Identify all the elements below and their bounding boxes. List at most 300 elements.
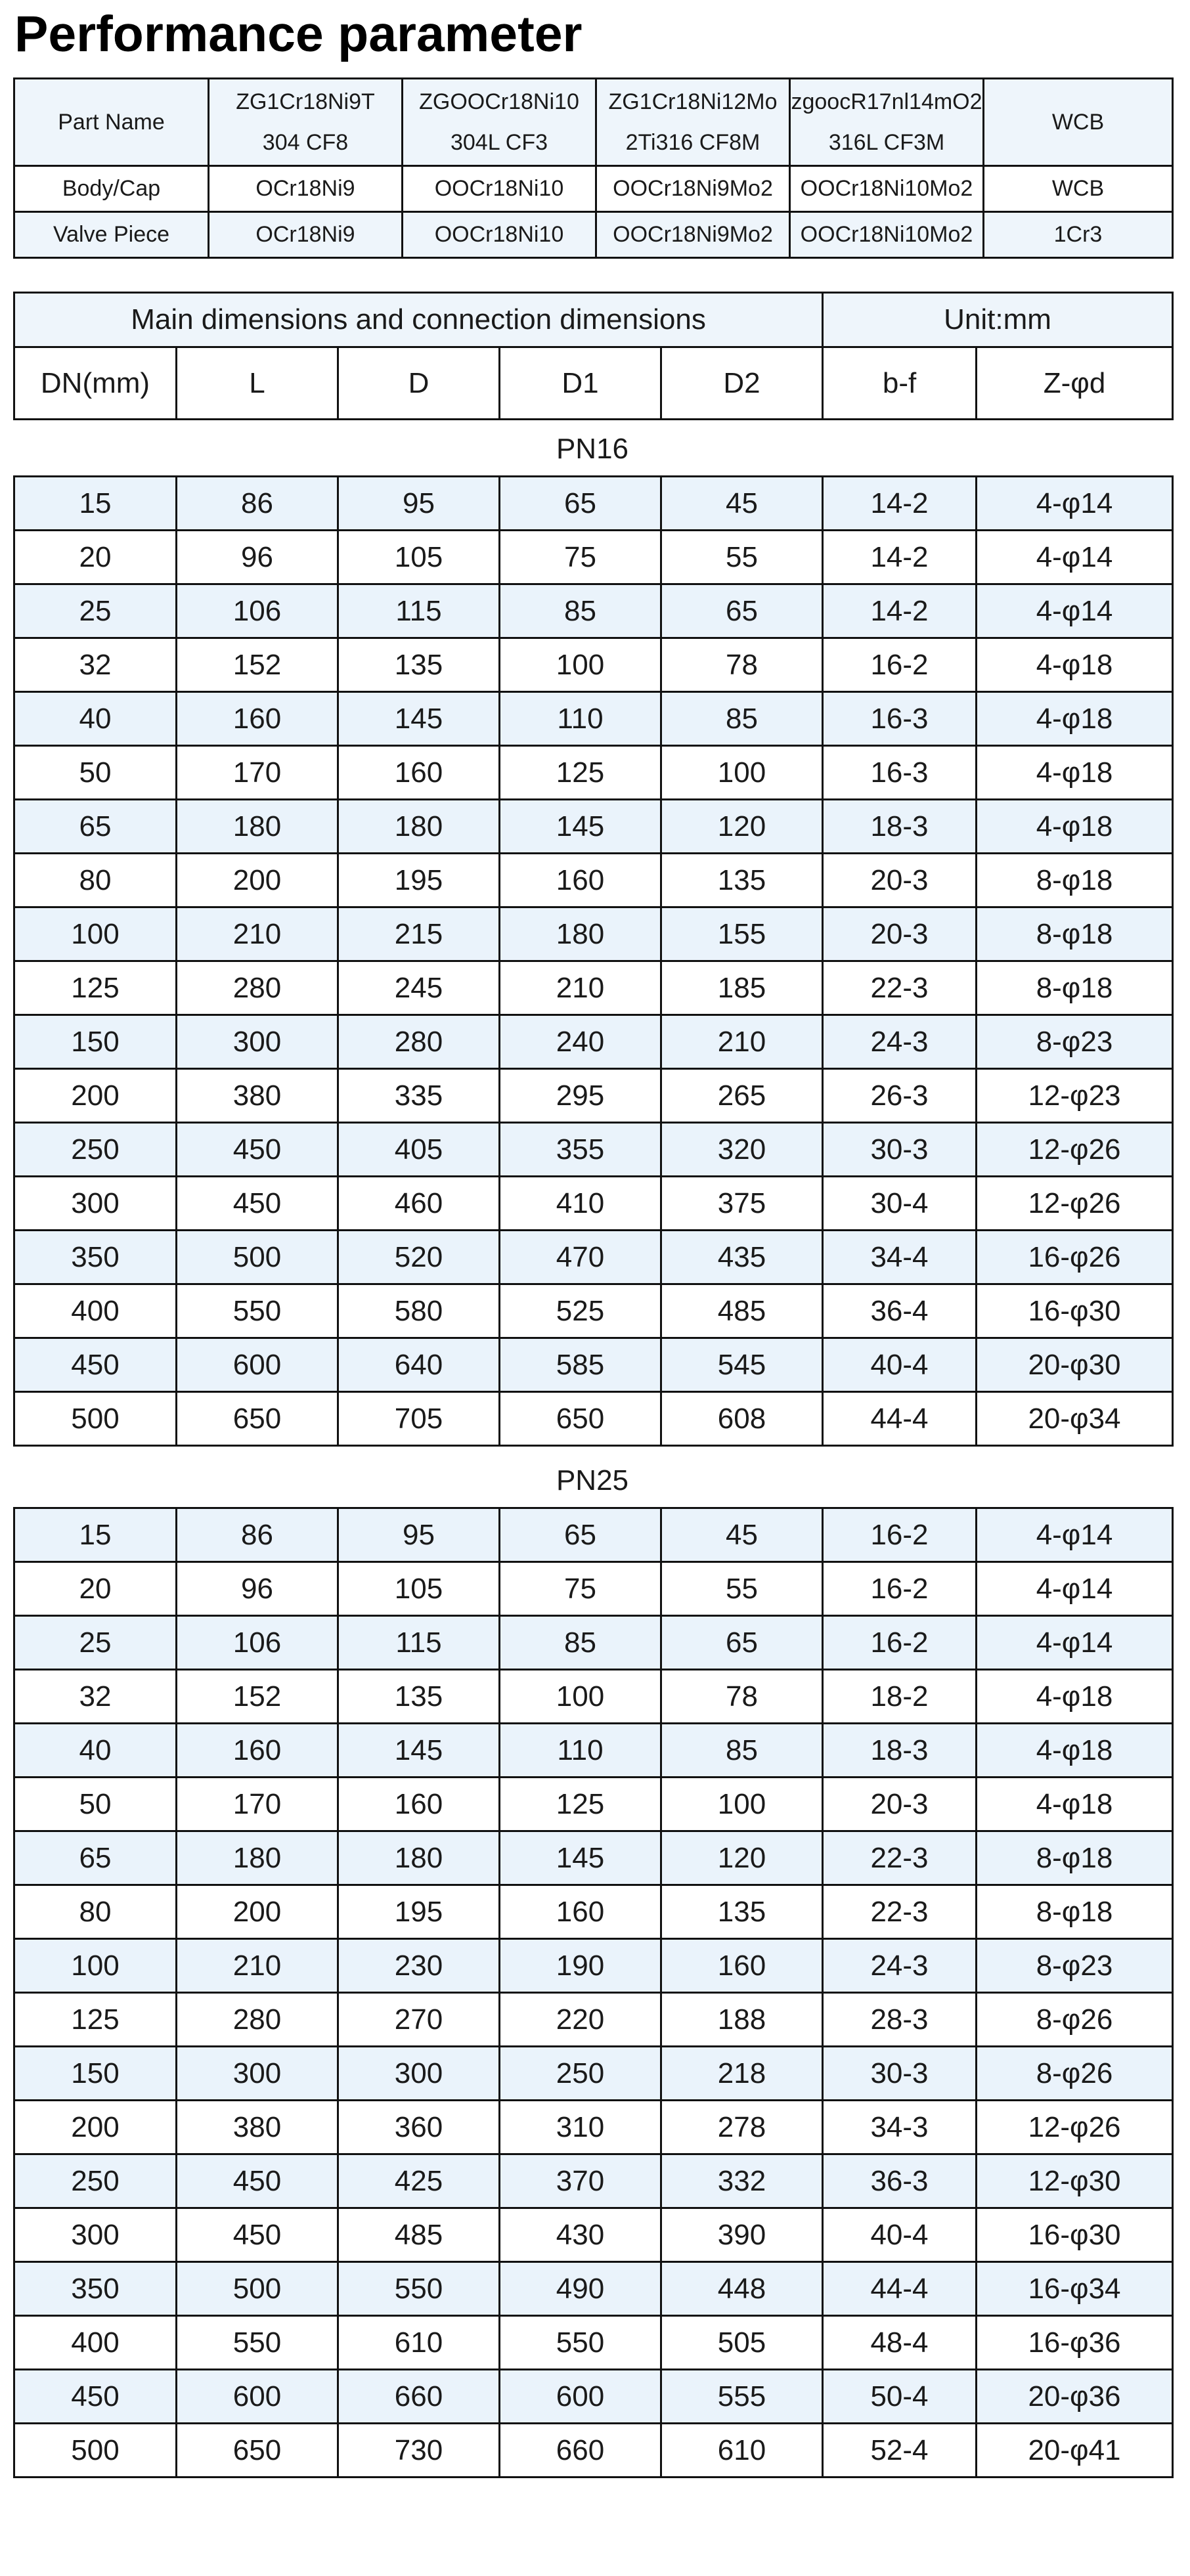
bf-cell: 30-3 <box>823 2047 977 2101</box>
d-cell: 180 <box>338 1831 500 1885</box>
table-row <box>14 907 1173 961</box>
l-cell: 170 <box>177 746 338 800</box>
bf-cell: 16-2 <box>823 1562 977 1616</box>
l-cell: 550 <box>177 1284 338 1338</box>
dn-cell: 65 <box>14 800 177 854</box>
table-row <box>14 1993 1173 2047</box>
d-cell: 95 <box>338 1508 500 1562</box>
dn-cell: 350 <box>14 2262 177 2316</box>
table-row <box>14 800 1173 854</box>
l-cell: 200 <box>177 854 338 907</box>
d-cell: 180 <box>338 800 500 854</box>
d2-cell: 505 <box>661 2316 823 2370</box>
grade-line2: 2Ti316 CF8M <box>625 130 760 155</box>
d2-cell: 45 <box>661 477 823 531</box>
table-row <box>14 2208 1173 2262</box>
z-phi-d-cell: 4-φ18 <box>977 638 1173 692</box>
grade-line2: 304 CF8 <box>262 130 349 155</box>
d-cell: 425 <box>338 2154 500 2208</box>
bf-cell: 44-4 <box>823 2262 977 2316</box>
column-header: D2 <box>661 347 823 420</box>
d-cell: 135 <box>338 638 500 692</box>
d-cell: 145 <box>338 1724 500 1778</box>
d-cell: 195 <box>338 1885 500 1939</box>
grade-header <box>790 79 984 166</box>
dn-cell: 15 <box>14 477 177 531</box>
d1-cell: 550 <box>500 2316 661 2370</box>
bf-cell: 18-3 <box>823 800 977 854</box>
column-header: DN(mm) <box>14 347 177 420</box>
l-cell: 152 <box>177 638 338 692</box>
z-phi-d-cell: 8-φ18 <box>977 854 1173 907</box>
l-cell: 380 <box>177 1069 338 1123</box>
d2-cell: 375 <box>661 1177 823 1231</box>
dn-cell: 150 <box>14 1015 177 1069</box>
z-phi-d-cell: 8-φ26 <box>977 1993 1173 2047</box>
d2-cell: 120 <box>661 1831 823 1885</box>
d2-cell: 78 <box>661 1670 823 1724</box>
d1-cell: 125 <box>500 746 661 800</box>
d2-cell: 55 <box>661 531 823 584</box>
z-phi-d-cell: 8-φ23 <box>977 1015 1173 1069</box>
z-phi-d-cell: 20-φ34 <box>977 1392 1173 1446</box>
material-cell: OOCr18Ni10 <box>403 166 596 212</box>
bf-cell: 22-3 <box>823 1885 977 1939</box>
table-row <box>14 1015 1173 1069</box>
z-phi-d-cell: 8-φ26 <box>977 2047 1173 2101</box>
d2-cell: 55 <box>661 1562 823 1616</box>
material-cell: WCB <box>984 166 1173 212</box>
d2-cell: 78 <box>661 638 823 692</box>
d-cell: 580 <box>338 1284 500 1338</box>
d1-cell: 160 <box>500 854 661 907</box>
z-phi-d-cell: 4-φ14 <box>977 1616 1173 1670</box>
l-cell: 200 <box>177 1885 338 1939</box>
grade-line1: ZG1Cr18Ni9T <box>236 89 375 114</box>
bf-cell: 22-3 <box>823 961 977 1015</box>
l-cell: 600 <box>177 1338 338 1392</box>
d1-cell: 490 <box>500 2262 661 2316</box>
d2-cell: 65 <box>661 1616 823 1670</box>
material-cell: OOCr18Ni9Mo2 <box>596 166 790 212</box>
l-cell: 280 <box>177 961 338 1015</box>
dn-cell: 200 <box>14 2101 177 2154</box>
d-cell: 115 <box>338 1616 500 1670</box>
table-row <box>14 1284 1173 1338</box>
d1-cell: 660 <box>500 2424 661 2478</box>
dimensions-heading: Main dimensions and connection dimensions <box>14 293 823 347</box>
d2-cell: 608 <box>661 1392 823 1446</box>
column-header: L <box>177 347 338 420</box>
d2-cell: 65 <box>661 584 823 638</box>
d-cell: 280 <box>338 1015 500 1069</box>
l-cell: 210 <box>177 1939 338 1993</box>
dn-cell: 50 <box>14 746 177 800</box>
table-row <box>14 531 1173 584</box>
dn-cell: 250 <box>14 1123 177 1177</box>
l-cell: 152 <box>177 1670 338 1724</box>
z-phi-d-cell: 8-φ23 <box>977 1939 1173 1993</box>
d2-cell: 120 <box>661 800 823 854</box>
bf-cell: 16-3 <box>823 692 977 746</box>
bf-cell: 34-3 <box>823 2101 977 2154</box>
d-cell: 160 <box>338 746 500 800</box>
d1-cell: 65 <box>500 1508 661 1562</box>
d2-cell: 610 <box>661 2424 823 2478</box>
d-cell: 160 <box>338 1778 500 1831</box>
d-cell: 105 <box>338 531 500 584</box>
dn-cell: 65 <box>14 1831 177 1885</box>
z-phi-d-cell: 4-φ18 <box>977 800 1173 854</box>
d2-cell: 85 <box>661 1724 823 1778</box>
l-cell: 106 <box>177 584 338 638</box>
column-header: D1 <box>500 347 661 420</box>
dn-cell: 500 <box>14 1392 177 1446</box>
d-cell: 215 <box>338 907 500 961</box>
d-cell: 245 <box>338 961 500 1015</box>
column-header: Z-φd <box>977 347 1173 420</box>
table-row <box>14 1562 1173 1616</box>
table-row <box>14 1069 1173 1123</box>
grade-line2: 316L CF3M <box>828 130 945 155</box>
l-cell: 86 <box>177 1508 338 1562</box>
bf-cell: 36-4 <box>823 1284 977 1338</box>
material-cell: OOCr18Ni9Mo2 <box>596 212 790 258</box>
bf-cell: 36-3 <box>823 2154 977 2208</box>
dn-cell: 450 <box>14 2370 177 2424</box>
d2-cell: 435 <box>661 1231 823 1284</box>
dn-cell: 32 <box>14 1670 177 1724</box>
bf-cell: 26-3 <box>823 1069 977 1123</box>
grade-line1: ZGOOCr18Ni10 <box>419 89 579 114</box>
table-row <box>14 1724 1173 1778</box>
d2-cell: 448 <box>661 2262 823 2316</box>
d1-cell: 125 <box>500 1778 661 1831</box>
dn-cell: 125 <box>14 1993 177 2047</box>
pn25-table-body <box>14 1508 1173 2478</box>
dn-cell: 400 <box>14 1284 177 1338</box>
d1-cell: 65 <box>500 477 661 531</box>
d-cell: 705 <box>338 1392 500 1446</box>
grade-header <box>209 79 403 166</box>
pn25-table <box>13 1507 1174 2478</box>
l-cell: 500 <box>177 1231 338 1284</box>
l-cell: 500 <box>177 2262 338 2316</box>
d2-cell: 320 <box>661 1123 823 1177</box>
bf-cell: 34-4 <box>823 1231 977 1284</box>
d-cell: 300 <box>338 2047 500 2101</box>
d-cell: 195 <box>338 854 500 907</box>
table-row <box>14 1177 1173 1231</box>
d-cell: 730 <box>338 2424 500 2478</box>
material-cell: OOCr18Ni10 <box>403 212 596 258</box>
d1-cell: 310 <box>500 2101 661 2154</box>
pn16-table-body <box>14 477 1173 1446</box>
d1-cell: 145 <box>500 1831 661 1885</box>
l-cell: 450 <box>177 2154 338 2208</box>
bf-cell: 14-2 <box>823 531 977 584</box>
d2-cell: 265 <box>661 1069 823 1123</box>
d2-cell: 485 <box>661 1284 823 1338</box>
dimensions-title-row <box>14 293 1173 347</box>
d1-cell: 145 <box>500 800 661 854</box>
dn-cell: 15 <box>14 1508 177 1562</box>
table-row <box>14 961 1173 1015</box>
d1-cell: 525 <box>500 1284 661 1338</box>
d2-cell: 45 <box>661 1508 823 1562</box>
l-cell: 300 <box>177 1015 338 1069</box>
dn-cell: 250 <box>14 2154 177 2208</box>
bf-cell: 18-2 <box>823 1670 977 1724</box>
l-cell: 450 <box>177 1123 338 1177</box>
z-phi-d-cell: 8-φ18 <box>977 961 1173 1015</box>
l-cell: 160 <box>177 692 338 746</box>
table-row <box>14 584 1173 638</box>
z-phi-d-cell: 4-φ18 <box>977 1670 1173 1724</box>
d1-cell: 430 <box>500 2208 661 2262</box>
l-cell: 650 <box>177 1392 338 1446</box>
table-row <box>14 2424 1173 2478</box>
bf-cell: 28-3 <box>823 1993 977 2047</box>
grade-line2: 304L CF3 <box>450 130 548 155</box>
grade-line1: zgoocR17nl14mO2 <box>791 89 982 114</box>
z-phi-d-cell: 12-φ26 <box>977 2101 1173 2154</box>
d-cell: 460 <box>338 1177 500 1231</box>
table-row <box>14 692 1173 746</box>
d1-cell: 85 <box>500 1616 661 1670</box>
d1-cell: 75 <box>500 531 661 584</box>
material-cell: OOCr18Ni10Mo2 <box>790 212 984 258</box>
d1-cell: 100 <box>500 638 661 692</box>
d1-cell: 110 <box>500 1724 661 1778</box>
z-phi-d-cell: 16-φ30 <box>977 1284 1173 1338</box>
l-cell: 106 <box>177 1616 338 1670</box>
d2-cell: 100 <box>661 1778 823 1831</box>
z-phi-d-cell: 4-φ14 <box>977 477 1173 531</box>
d2-cell: 155 <box>661 907 823 961</box>
d1-cell: 650 <box>500 1392 661 1446</box>
z-phi-d-cell: 4-φ18 <box>977 746 1173 800</box>
grade-line1: WCB <box>1051 110 1105 135</box>
dn-cell: 25 <box>14 1616 177 1670</box>
material-cell: OCr18Ni9 <box>209 166 403 212</box>
bf-cell: 20-3 <box>823 907 977 961</box>
l-cell: 280 <box>177 1993 338 2047</box>
d-cell: 640 <box>338 1338 500 1392</box>
z-phi-d-cell: 8-φ18 <box>977 907 1173 961</box>
bf-cell: 30-4 <box>823 1177 977 1231</box>
d1-cell: 600 <box>500 2370 661 2424</box>
bf-cell: 30-3 <box>823 1123 977 1177</box>
dn-cell: 100 <box>14 1939 177 1993</box>
d2-cell: 135 <box>661 1885 823 1939</box>
l-cell: 300 <box>177 2047 338 2101</box>
table-row <box>14 1939 1173 1993</box>
material-cell: OOCr18Ni10Mo2 <box>790 166 984 212</box>
d-cell: 115 <box>338 584 500 638</box>
dn-cell: 125 <box>14 961 177 1015</box>
d-cell: 660 <box>338 2370 500 2424</box>
z-phi-d-cell: 16-φ34 <box>977 2262 1173 2316</box>
page-title: Performance parameter <box>14 6 583 62</box>
grade-header <box>596 79 790 166</box>
bf-cell: 24-3 <box>823 1015 977 1069</box>
d1-cell: 180 <box>500 907 661 961</box>
dn-cell: 25 <box>14 584 177 638</box>
table-row <box>14 1338 1173 1392</box>
table-row <box>14 2101 1173 2154</box>
d2-cell: 332 <box>661 2154 823 2208</box>
table-row <box>14 477 1173 531</box>
dn-cell: 350 <box>14 1231 177 1284</box>
d-cell: 105 <box>338 1562 500 1616</box>
d1-cell: 370 <box>500 2154 661 2208</box>
d-cell: 95 <box>338 477 500 531</box>
dn-cell: 20 <box>14 531 177 584</box>
d-cell: 135 <box>338 1670 500 1724</box>
z-phi-d-cell: 8-φ18 <box>977 1831 1173 1885</box>
bf-cell: 44-4 <box>823 1392 977 1446</box>
d2-cell: 185 <box>661 961 823 1015</box>
table-row <box>14 2154 1173 2208</box>
z-phi-d-cell: 4-φ14 <box>977 584 1173 638</box>
dimensions-header-table <box>13 292 1174 420</box>
table-row <box>14 1508 1173 1562</box>
table-row <box>14 1885 1173 1939</box>
table-row <box>14 1831 1173 1885</box>
bf-cell: 16-3 <box>823 746 977 800</box>
z-phi-d-cell: 20-φ30 <box>977 1338 1173 1392</box>
d1-cell: 85 <box>500 584 661 638</box>
dn-cell: 300 <box>14 1177 177 1231</box>
d2-cell: 390 <box>661 2208 823 2262</box>
z-phi-d-cell: 4-φ14 <box>977 1508 1173 1562</box>
dn-cell: 80 <box>14 854 177 907</box>
d1-cell: 110 <box>500 692 661 746</box>
d2-cell: 100 <box>661 746 823 800</box>
z-phi-d-cell: 16-φ26 <box>977 1231 1173 1284</box>
z-phi-d-cell: 20-φ36 <box>977 2370 1173 2424</box>
d2-cell: 160 <box>661 1939 823 1993</box>
d1-cell: 250 <box>500 2047 661 2101</box>
z-phi-d-cell: 4-φ18 <box>977 1778 1173 1831</box>
table-row <box>14 638 1173 692</box>
l-cell: 86 <box>177 477 338 531</box>
table-row <box>14 2316 1173 2370</box>
l-cell: 180 <box>177 800 338 854</box>
z-phi-d-cell: 4-φ18 <box>977 1724 1173 1778</box>
unit-label: Unit:mm <box>823 293 1173 347</box>
grade-line1: ZG1Cr18Ni12Mo <box>608 89 778 114</box>
d2-cell: 210 <box>661 1015 823 1069</box>
d1-cell: 220 <box>500 1993 661 2047</box>
column-header: b-f <box>823 347 977 420</box>
z-phi-d-cell: 12-φ30 <box>977 2154 1173 2208</box>
d1-cell: 295 <box>500 1069 661 1123</box>
table-row <box>14 1670 1173 1724</box>
l-cell: 600 <box>177 2370 338 2424</box>
materials-header-row <box>14 79 1173 166</box>
z-phi-d-cell: 20-φ41 <box>977 2424 1173 2478</box>
d2-cell: 135 <box>661 854 823 907</box>
part-name-cell: Body/Cap <box>14 166 209 212</box>
z-phi-d-cell: 16-φ30 <box>977 2208 1173 2262</box>
bf-cell: 22-3 <box>823 1831 977 1885</box>
table-row <box>14 1392 1173 1446</box>
bf-cell: 14-2 <box>823 477 977 531</box>
table-row <box>14 1616 1173 1670</box>
materials-row <box>14 212 1173 258</box>
dimensions-column-row <box>14 347 1173 420</box>
d1-cell: 470 <box>500 1231 661 1284</box>
d2-cell: 278 <box>661 2101 823 2154</box>
d-cell: 610 <box>338 2316 500 2370</box>
d2-cell: 85 <box>661 692 823 746</box>
bf-cell: 48-4 <box>823 2316 977 2370</box>
d1-cell: 160 <box>500 1885 661 1939</box>
l-cell: 210 <box>177 907 338 961</box>
z-phi-d-cell: 12-φ26 <box>977 1123 1173 1177</box>
d1-cell: 210 <box>500 961 661 1015</box>
dn-cell: 40 <box>14 692 177 746</box>
d1-cell: 355 <box>500 1123 661 1177</box>
dn-cell: 20 <box>14 1562 177 1616</box>
table-row <box>14 2370 1173 2424</box>
d-cell: 335 <box>338 1069 500 1123</box>
pn25-label: PN25 <box>556 1464 629 1496</box>
table-row <box>14 2262 1173 2316</box>
table-row <box>14 1123 1173 1177</box>
pn16-label: PN16 <box>556 433 629 465</box>
bf-cell: 20-3 <box>823 854 977 907</box>
z-phi-d-cell: 4-φ14 <box>977 1562 1173 1616</box>
d-cell: 230 <box>338 1939 500 1993</box>
dn-cell: 80 <box>14 1885 177 1939</box>
d1-cell: 585 <box>500 1338 661 1392</box>
bf-cell: 16-2 <box>823 1508 977 1562</box>
z-phi-d-cell: 8-φ18 <box>977 1885 1173 1939</box>
part-name-header: Part Name <box>14 79 209 166</box>
d-cell: 360 <box>338 2101 500 2154</box>
l-cell: 160 <box>177 1724 338 1778</box>
materials-row <box>14 166 1173 212</box>
dn-cell: 300 <box>14 2208 177 2262</box>
bf-cell: 16-2 <box>823 638 977 692</box>
l-cell: 450 <box>177 2208 338 2262</box>
z-phi-d-cell: 4-φ18 <box>977 692 1173 746</box>
material-cell: 1Cr3 <box>984 212 1173 258</box>
table-row <box>14 2047 1173 2101</box>
dn-cell: 400 <box>14 2316 177 2370</box>
dn-cell: 32 <box>14 638 177 692</box>
d-cell: 405 <box>338 1123 500 1177</box>
z-phi-d-cell: 16-φ36 <box>977 2316 1173 2370</box>
l-cell: 650 <box>177 2424 338 2478</box>
l-cell: 96 <box>177 531 338 584</box>
d1-cell: 410 <box>500 1177 661 1231</box>
z-phi-d-cell: 12-φ26 <box>977 1177 1173 1231</box>
d2-cell: 555 <box>661 2370 823 2424</box>
d1-cell: 190 <box>500 1939 661 1993</box>
bf-cell: 16-2 <box>823 1616 977 1670</box>
material-cell: OCr18Ni9 <box>209 212 403 258</box>
d1-cell: 75 <box>500 1562 661 1616</box>
z-phi-d-cell: 4-φ14 <box>977 531 1173 584</box>
table-row <box>14 854 1173 907</box>
table-row <box>14 1778 1173 1831</box>
dn-cell: 450 <box>14 1338 177 1392</box>
d2-cell: 218 <box>661 2047 823 2101</box>
